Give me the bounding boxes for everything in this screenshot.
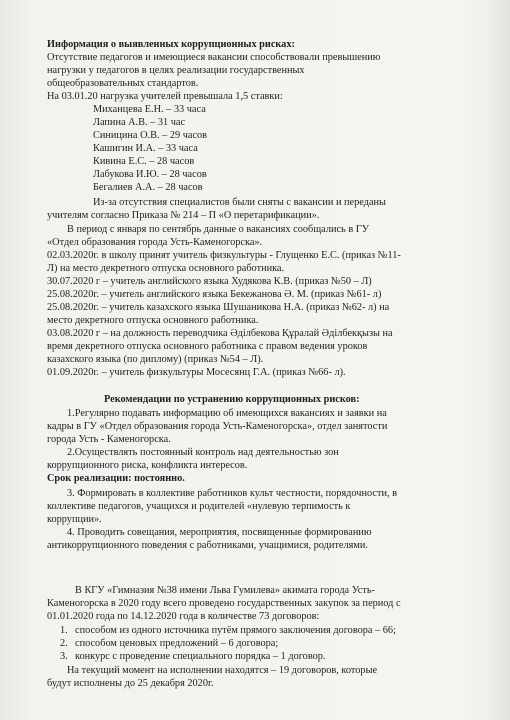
text-line: 01.01.2020 года по 14.12.2020 года в количестве 73 договоров: [47,611,320,622]
text-line: 4. Проводить совещания, мероприятия, посвященные формированию [67,527,372,538]
teacher-list-item: Синицина О.В. – 29 часов [93,130,208,141]
teacher-list-item: Кашигин И.А. – 33 часа [93,143,198,154]
text-line: общеобразовательных стандартов. [47,78,199,89]
text-line: место декретного отпуска основного работника. [47,315,259,326]
text-line: 3. Формировать в коллективе работников культ честности, порядочности, в [67,488,397,499]
text-line: Отсутствие педагогов и имеющиеся вакансии способствовали превышению [47,52,381,63]
teacher-list-item: Миханцева Е.Н. – 33 часа [93,104,206,115]
text-line: коррупционного риска, конфликта интересов. [47,460,248,471]
deadline-heading: Срок реализации: постоянно. [47,473,185,484]
text-line: Каменогорска в 2020 году всего проведено государственных закупок за период с [47,598,401,609]
text-line: нагрузки у педагогов в целях реализации государственных [47,65,305,76]
text-line: 2.Осуществлять постоянный контроль над деятельностью зон [67,447,339,458]
text-line: Л) на место декретного отпуска основного работника. [47,263,285,274]
text-line: коллективе педагогов, учащихся и родителей «нулевую терпимость к [47,501,351,512]
list-number: 1. [60,625,68,636]
section-title-recommendations: Рекомендации по устранению коррупционных рисков: [104,394,360,405]
text-line: учителям согласно Приказа № 214 – П «О перетарификации». [47,210,320,221]
text-line: На текущий момент на исполнении находятся – 19 договоров, которые [67,665,378,676]
text-line: 03.08.2020 г – на должность переводчика Әділбекова Құралай Әділбекқызы на [47,328,393,339]
text-line: 25.08.2020г. – учитель английского языка Бекежанова Ә. М. (приказ №61- л) [47,289,382,300]
text-line: казахского языка (по диплому) (приказ №54 – Л). [47,354,264,365]
text-line: города Усть - Каменогорска. [47,434,171,445]
text-line: кадры в ГУ «Отдел образования города Усть-Каменогорска», отдел занятости [47,421,388,432]
text-line: 01.09.2020г. – учитель физкультуры Мосесянц Г.А. (приказ №66- л). [47,367,346,378]
text-line: «Отдел образования города Усть-Каменогорска». [47,237,263,248]
list-number: 3. [60,651,68,662]
text-line: 1.Регулярно подавать информацию об имеющихся вакансиях и заявки на [67,408,387,419]
text-line: Из-за отсутствия специалистов были сняты с вакансии и переданы [93,197,386,208]
text-line: коррупции». [47,514,102,525]
teacher-list-item: Лабукова И.Ю. – 28 часов [93,169,207,180]
text-line: 25.08.2020г. – учитель казахского языка Шушаникова Н.А. (приказ №62- л) на [47,302,390,313]
text-line: 30.07.2020 г – учитель английского языка Худякова К.В. (приказ №50 – Л) [47,276,372,287]
teacher-list-item: Бегалиев А.А. – 28 часов [93,182,203,193]
text-line: В КГУ «Гимназия №38 имени Льва Гумилева» акимата города Усть- [75,585,375,596]
text-line: время декретного отпуска основного работника с правом ведения уроков [47,341,368,352]
text-line: В период с января по сентябрь данные о вакансиях сообщались в ГУ [67,224,370,235]
teacher-list-item: Лапина А.В. – 31 час [93,117,186,128]
procurement-item: способом из одного источника путём прямого заключения договора – 66; [75,625,396,636]
text-line: 02.03.2020г. в школу принят учитель физкультуры - Глущенко Е.С. (приказ №11- [47,250,401,261]
text-line: На 03.01.20 нагрузка учителей превышала 1,5 ставки: [47,91,283,102]
teacher-list-item: Кивина Е.С. – 28 часов [93,156,195,167]
section-title-risks: Информация о выявленных коррупционных рисках: [47,39,295,50]
procurement-item: способом ценовых предложений – 6 договора; [75,638,279,649]
text-line: антикоррупционного поведения с работниками, учащимися, родителями. [47,540,368,551]
scan-edge-shadow [488,0,510,720]
procurement-item: конкурс с проведение специального порядка – 1 договор. [75,651,326,662]
list-number: 2. [60,638,68,649]
text-line: будут исполнены до 25 декабря 2020г. [47,678,214,689]
